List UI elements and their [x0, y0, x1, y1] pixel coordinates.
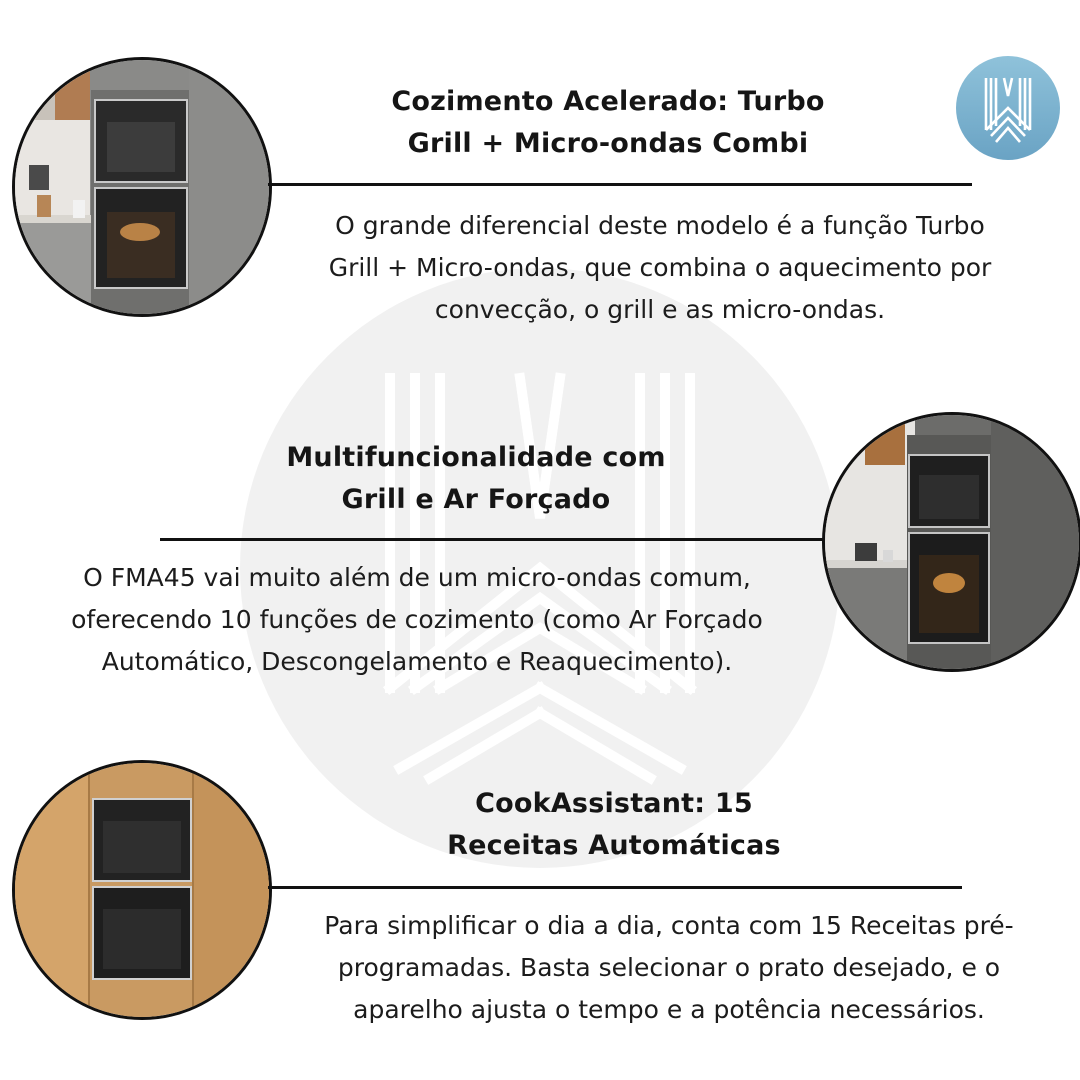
- section-body-line: Automático, Descongelamento e Reaquecimento).: [101, 647, 733, 676]
- section-title-line: Grill e Ar Forçado: [341, 484, 611, 515]
- section-body-line: Para simplificar o dia a dia, conta com 15 Receitas pré-: [324, 911, 1014, 940]
- section-body-line: convecção, o grill e as micro-ondas.: [434, 295, 886, 324]
- section-title-line: Receitas Automáticas: [447, 830, 781, 861]
- section-body-line: programadas. Basta selecionar o prato desejado, e o: [337, 953, 1001, 982]
- section-divider: [160, 538, 824, 541]
- section-body-line: oferecendo 10 funções de cozimento (como Ar Forçado: [71, 605, 763, 634]
- section-body-line: O grande diferencial deste modelo é a função Turbo: [335, 211, 985, 240]
- section-title: [380, 81, 836, 165]
- section-divider: [268, 886, 962, 889]
- oven-kitchen-gray-photo: [12, 57, 272, 317]
- oven-wood-cabinet-photo: [12, 760, 272, 1020]
- section-title: [414, 783, 814, 867]
- section-body-line: Grill + Micro-ondas, que combina o aquecimento por: [328, 253, 992, 282]
- section-title-line: Cozimento Acelerado: Turbo: [391, 86, 825, 117]
- section-body-line: aparelho ajusta o tempo e a potência necessários.: [353, 995, 985, 1024]
- section-title-line: CookAssistant: 15: [475, 788, 753, 819]
- section-body: [4, 557, 830, 683]
- oven-kitchen-dark-photo: [822, 412, 1080, 672]
- section-divider: [268, 183, 972, 186]
- section-title-line: Multifuncionalidade com: [286, 442, 666, 473]
- section-body: [262, 205, 1058, 331]
- section-title-line: Grill + Micro-ondas Combi: [407, 128, 809, 159]
- brand-logo-icon: [956, 56, 1060, 160]
- section-title: [256, 437, 696, 521]
- section-body: [262, 905, 1076, 1031]
- section-body-line: O FMA45 vai muito além de um micro-ondas comum,: [83, 563, 751, 592]
